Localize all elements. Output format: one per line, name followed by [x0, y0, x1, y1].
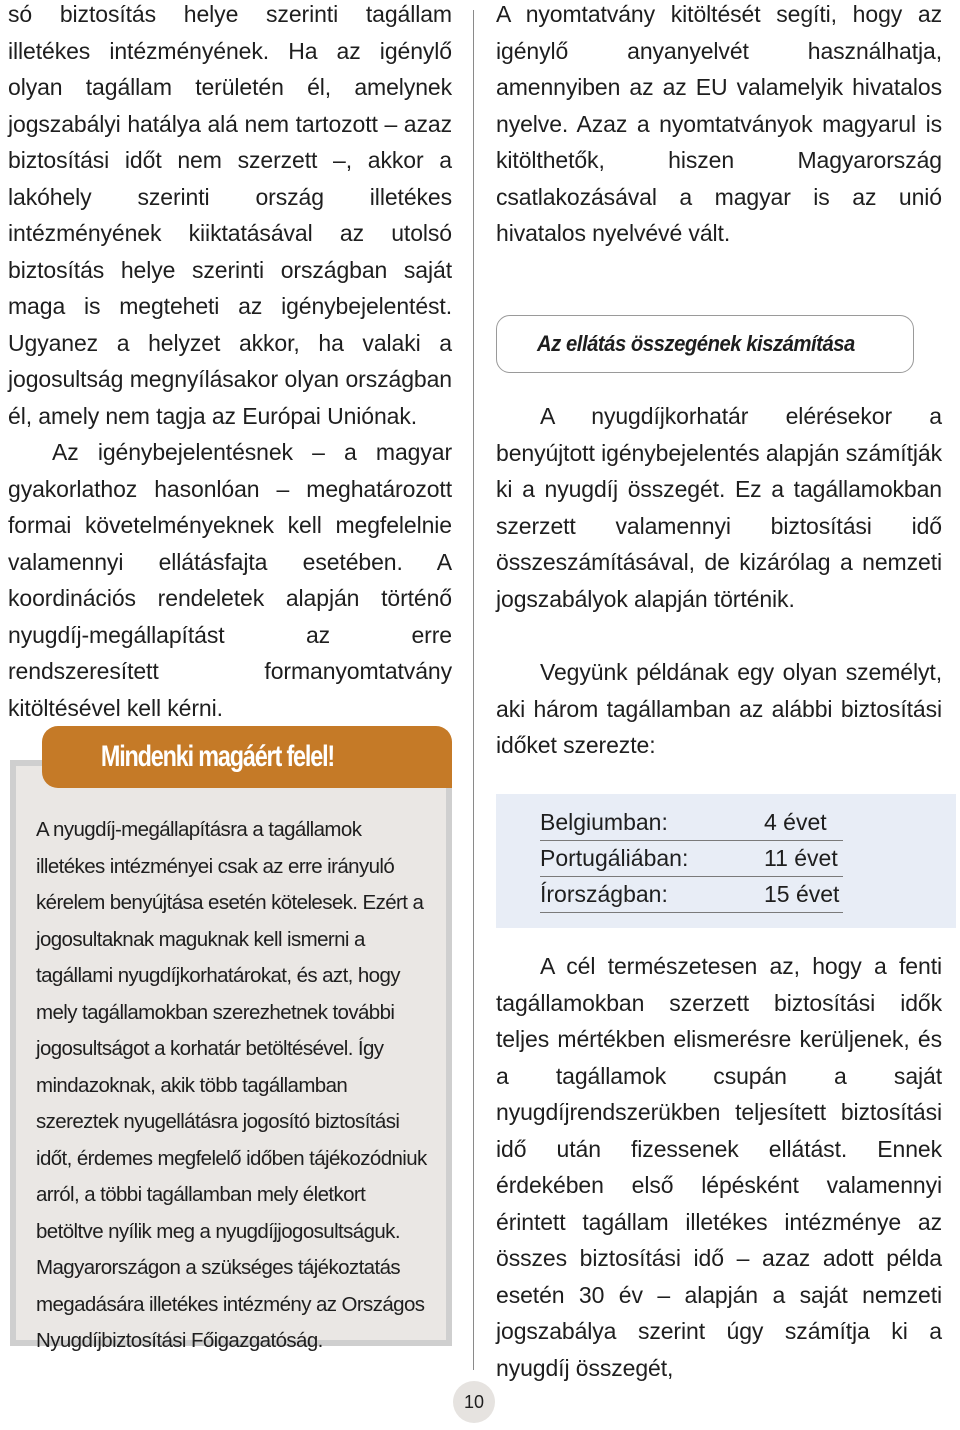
period-row [540, 840, 843, 877]
period-country: Belgiumban: [540, 809, 668, 835]
left-paragraph-2: Az igénybejelentésnek – a magyar gyakorlathoz hasonlóan – meghatározott formai követelményeknek kell megfelelnie valamennyi ellátásfajta esetében. A koordinációs rendeletek alapján történő nyugdíj-megállapítást az erre rendszeresített formanyomtatvány kitöltésével kell kérni. [8, 439, 452, 721]
right-column-example [496, 654, 942, 764]
callout-title: Mindenki magáért felel! [100, 740, 334, 773]
section-heading-box [496, 315, 914, 373]
callout-body: A nyugdíj-megállapításra a tagállamok illetékes intézményei csak az erre irányuló kérelem benyújtása esetén kötelesek. Ezért a jogosultaknak maguknak kell ismerni a tagállami nyugdíjkorhatárokat, és azt, hogy mely tagállamokban szerezhetnek további jogosultságot a korhatár betöltésével. Így mindazoknak, akik több tagállamban szereztek nyugellátásra jogosító biztosítási időt, érdemes megfelelő időben tájékozódniuk arról, a többi tagállamban mely életkort betöltve nyílik meg a nyugdíjjogosultságuk. Magyarországon a szükséges tájékoztatás megadására illetékes intézmény az Országos Nyugdíjbiztosítási Főigazgatóság. [36, 818, 427, 1352]
callout-frame-right [446, 786, 452, 1346]
right-paragraph-1: A nyomtatvány kitöltését segíti, hogy az igénylő anyanyelvét használhatja, amennyiben az az EU valamelyik hivatalos nyelve. Azaz a nyomtatványok magyarul is kitölthetők, hiszen Magyarország csatlakozásával a magyar is az unió hivatalos nyelvévé vált. [496, 1, 942, 246]
period-country: Portugáliában: [540, 845, 689, 871]
right-paragraph-4: A cél természetesen az, hogy a fenti tagállamokban szerzett biztosítási idők teljes mértékben elismerésre kerüljenek, és a tagállamok csupán a saját nyugdíjrendszerükben teljesített biztosítási idő után fizessenek ellátást. Ennek érdekében első lépésként valamennyi érintett tagállam illetékes intézménye az összes biztosítási idő – azaz adott példa esetén 30 év – alapján a saját nemzeti jogszabálya szerint úgy számítja ki a nyugdíj összegét, [496, 953, 942, 1381]
left-paragraph-1: só biztosítás helye szerinti tagállam illetékes intézményének. Ha az igénylő olyan tagállam területén él, amelynek jogszabályi hatálya alá nem tartozott – azaz biztosítási időt nem szerzett –, akkor a lakóhely szerinti ország illetékes intézményének kiiktatásával az utolsó biztosítás helye szerinti országban saját maga is megteheti az igénybejelentést. Ugyanez a helyzet akkor, ha valaki a jogosultság megnyílásakor olyan országban él, amely nem tagja az Európai Uniónak. [8, 1, 452, 429]
right-column-top [496, 0, 942, 252]
period-row [540, 804, 843, 841]
left-column [8, 0, 452, 726]
insurance-periods-table [496, 794, 956, 928]
callout-box [10, 740, 452, 1352]
period-row [540, 876, 843, 913]
callout-header [42, 726, 452, 788]
right-paragraph-2: A nyugdíjkorhatár elérésekor a benyújtott igénybejelentés alapján számítják ki a nyugdíj összegét. Ez a tagállamokban szerzett valamennyi biztosítási idő összeszámításával, de kizárólag a nemzeti jogszabályok alapján történik. [496, 403, 942, 612]
page-number: 10 [453, 1381, 495, 1423]
period-value: 15 évet [764, 881, 840, 907]
column-divider [473, 10, 474, 1370]
callout-frame-top [10, 760, 44, 766]
section-heading: Az ellátás összegének kiszámítása [537, 331, 855, 356]
period-country: Írországban: [540, 881, 668, 907]
right-column-bottom [496, 948, 942, 1386]
right-paragraph-3: Vegyünk példának egy olyan személyt, aki három tagállamban az alábbi biztosítási időket szerezte: [496, 659, 942, 758]
period-value: 4 évet [764, 809, 827, 835]
right-column-calc [496, 398, 942, 617]
period-value: 11 évet [764, 845, 838, 871]
callout-frame-left [10, 760, 16, 1346]
